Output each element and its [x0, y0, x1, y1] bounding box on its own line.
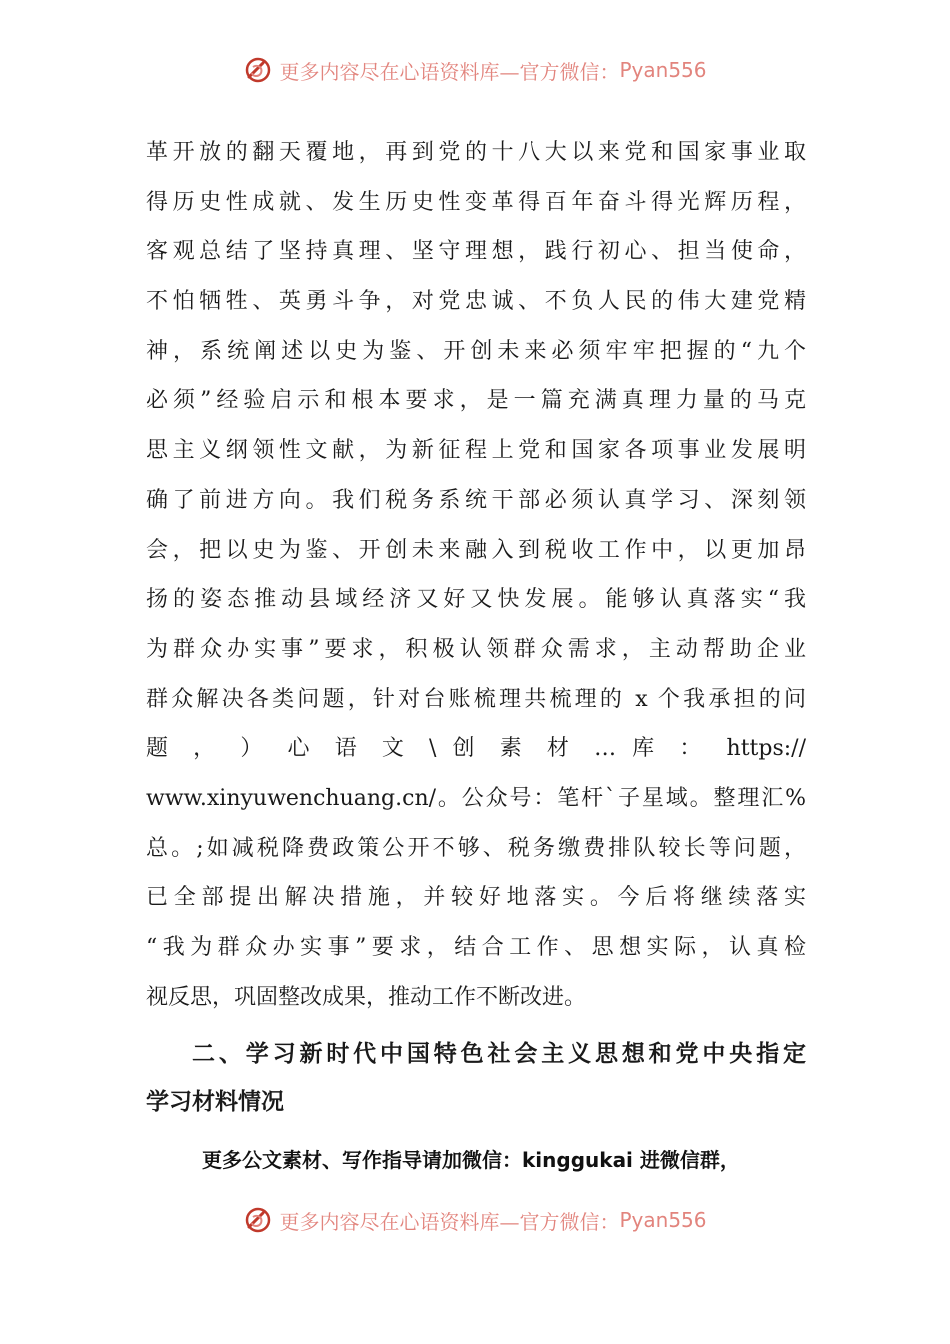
body-line: 已全部提出解决措施，并较好地落实。今后将继续落实	[146, 885, 806, 911]
body-line: 不怕牺牲、英勇斗争，对党忠诚、不负人民的伟大建党精	[146, 289, 806, 315]
body-line: 群众解决各类问题，针对台账梳理共梳理的 x 个我承担的问	[146, 686, 806, 712]
body-line: 神，系统阐述以史为鉴、开创未来必须牢牢把握的“九个	[146, 338, 806, 364]
body-line: 得历史性成就、发生历史性变革得百年奋斗得光辉历程，	[146, 189, 806, 215]
body-paragraph	[146, 128, 806, 1022]
section-heading-line-2: 学习材料情况	[146, 1089, 284, 1115]
body-line: 为群众办实事”要求，积极认领群众需求，主动帮助企业	[146, 636, 806, 662]
watermark-logo-icon	[243, 1205, 273, 1235]
promo-text: 更多公文素材、写作指导请加微信：kinggukai 进微信群，	[202, 1148, 740, 1172]
body-line: 会，把以史为鉴、开创未来融入到税收工作中，以更加昂	[146, 537, 806, 563]
watermark-bottom	[0, 1200, 950, 1240]
watermark-logo-icon	[243, 55, 273, 85]
watermark-top	[0, 50, 950, 90]
watermark-wechat-id: Pyan556	[619, 58, 707, 82]
body-line: 革开放的翻天覆地，再到党的十八大以来党和国家事业取	[146, 140, 806, 165]
body-line: 题 ， ） 心 语 文 \ 创 素 材 … 库 ： https://	[146, 736, 806, 762]
body-line: 扬的姿态推动县域经济又好又快发展。能够认真落实“我	[146, 587, 806, 613]
section-heading-line-1: 二、学习新时代中国特色社会主义思想和党中央指定	[192, 1041, 806, 1067]
body-line: 必须”经验启示和根本要求，是一篇充满真理力量的马克	[146, 388, 806, 414]
watermark-text: 更多内容尽在心语资料库—官方微信：	[279, 59, 620, 84]
watermark-wechat-id: Pyan556	[619, 1208, 707, 1232]
body-line: 思主义纲领性文献，为新征程上党和国家各项事业发展明	[146, 438, 806, 464]
body-line: 总。;如减税降费政策公开不够、税务缴费排队较长等问题，	[146, 835, 806, 861]
watermark-text: 更多内容尽在心语资料库—官方微信：	[279, 1209, 620, 1234]
body-line: “我为群众办实事”要求，结合工作、思想实际，认真检	[146, 935, 806, 960]
section-heading	[146, 1030, 806, 1126]
body-line: 客观总结了坚持真理、坚守理想，践行初心、担当使命，	[146, 239, 806, 265]
body-line: 视反思，巩固整改成果，推动工作不断改进。	[146, 984, 587, 1010]
body-line: www.xinyuwenchuang.cn/。公众号：笔杆`子星域。整理汇%	[146, 785, 806, 811]
body-line: 确了前进方向。我们税务系统干部必须认真学习、深刻领	[146, 487, 806, 513]
